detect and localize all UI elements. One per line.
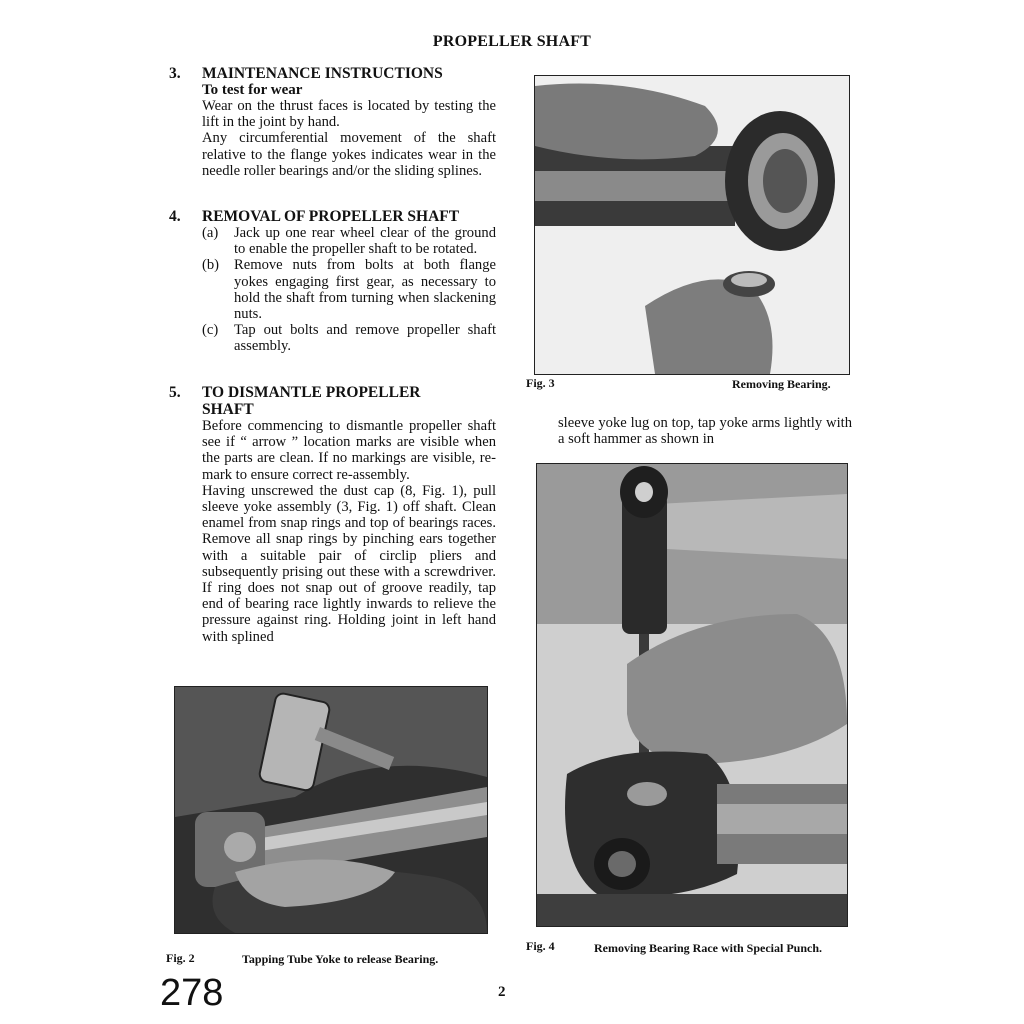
- figure-4-caption: Removing Bearing Race with Special Punch.: [594, 941, 822, 955]
- paragraph: Any circumferential movement of the shaft relative to the flange yokes indicates wear in the needle roller bearings and/or the sliding splines.: [202, 130, 496, 179]
- figure-4-photo: [536, 463, 848, 927]
- continuation-text: sleeve yoke lug on top, tap yoke arms lightly with a soft hammer as shown in: [558, 415, 852, 448]
- item-text: Remove nuts from bolts at both flange yokes engaging first gear, as necessary to hold the shaft from turning when slackening nuts.: [234, 257, 496, 323]
- section-removal: [169, 208, 496, 355]
- section-heading: [169, 208, 496, 225]
- item-letter: (c): [202, 322, 219, 339]
- section-dismantle: [169, 384, 496, 645]
- list-item: [202, 257, 496, 322]
- section-heading: [169, 65, 496, 82]
- list-item: [202, 225, 496, 257]
- paragraph: Wear on the thrust faces is located by testing the lift in the joint by hand.: [202, 98, 496, 131]
- section-number: 5.: [169, 384, 181, 401]
- section-maintenance: [169, 65, 496, 179]
- page-number: 2: [498, 984, 506, 1000]
- paragraph: Before commencing to dismantle propeller shaft see if “ arrow ” location marks are visible when the parts are clean. If no markings are visible, re-mark to ensure correct re-assembly.: [202, 418, 496, 483]
- item-text: Jack up one rear wheel clear of the ground to enable the propeller shaft to be rotated.: [234, 225, 496, 258]
- section-heading-text: REMOVAL OF PROPELLER SHAFT: [202, 208, 460, 225]
- list-item: [202, 322, 496, 354]
- section-heading-text: MAINTENANCE INSTRUCTIONS: [202, 65, 443, 82]
- item-letter: (a): [202, 225, 219, 241]
- catalog-number: 278: [160, 972, 224, 1014]
- section-heading-line1: TO DISMANTLE PROPELLER: [202, 384, 421, 401]
- section-number: 4.: [169, 208, 181, 225]
- section-heading-line2: SHAFT: [202, 401, 254, 418]
- subheading: To test for wear: [202, 82, 303, 98]
- figure-3-label: Fig. 3: [526, 376, 555, 390]
- item-letter: (b): [202, 257, 220, 274]
- figure-2-caption: Tapping Tube Yoke to release Bearing.: [242, 952, 439, 966]
- section-heading: [169, 384, 496, 418]
- figure-3-caption: Removing Bearing.: [732, 377, 831, 391]
- paragraph: Having unscrewed the dust cap (8, Fig. 1), pull sleeve yoke assembly (3, Fig. 1) off shaft. Clean enamel from snap rings and top of bearings races. Remove all snap rings by pinching ears together with a suitable pair of circlip pliers and subsequently prising out these with a screwdriver. If ring does not snap out of groove readily, tap end of bearing race lightly inwards to relieve the pressure against ring. Holding joint in left hand with splined: [202, 482, 496, 645]
- figure-2-label: Fig. 2: [166, 951, 195, 965]
- figure-3-photo: [534, 75, 850, 375]
- page-title: PROPELLER SHAFT: [432, 33, 592, 50]
- item-text: Tap out bolts and remove propeller shaft assembly.: [234, 322, 496, 355]
- section-number: 3.: [169, 65, 181, 82]
- figure-4-label: Fig. 4: [526, 939, 555, 953]
- figure-2-photo: [174, 686, 488, 934]
